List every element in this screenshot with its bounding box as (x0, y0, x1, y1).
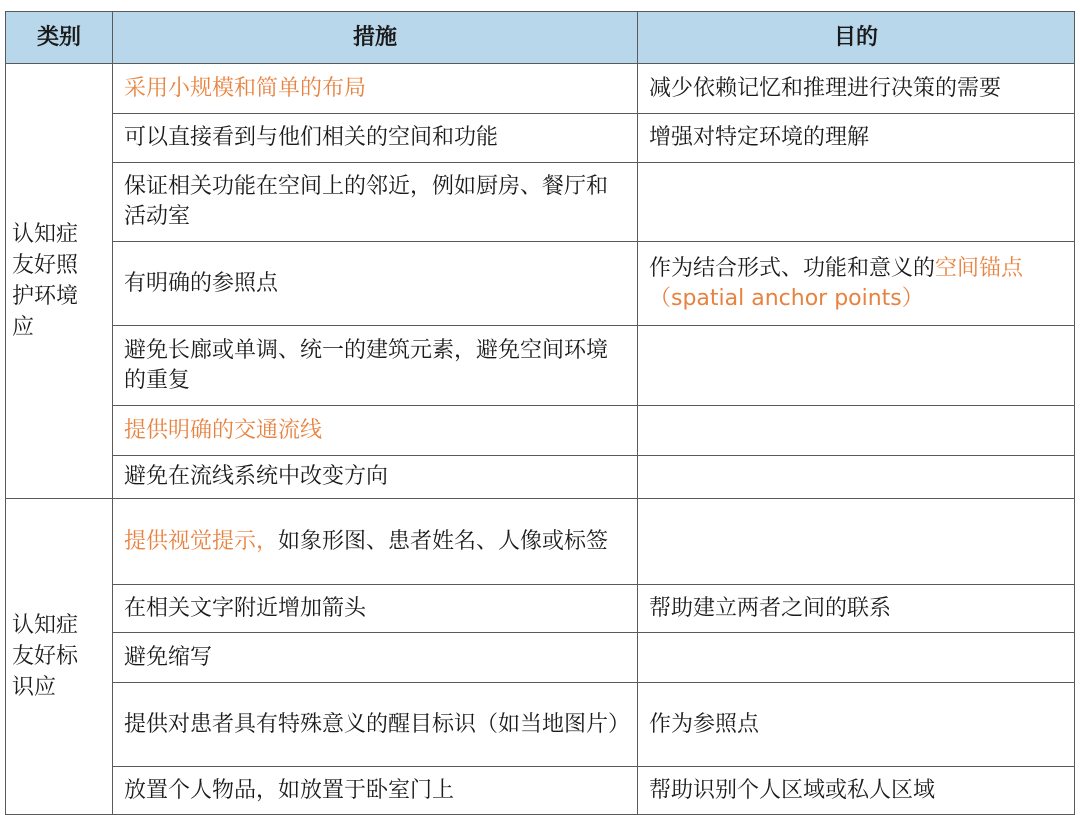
measure-highlight: 采用小规模和简单的布局 (124, 75, 367, 101)
table-row (6, 242, 1075, 326)
measure-text: 放置个人物品，如放置于卧室门上 (124, 777, 455, 803)
purpose-text: 作为参照点 (649, 711, 760, 737)
header-measure: 措施 (113, 12, 638, 64)
measure-text: 提供对患者具有特殊意义的醒目标识（如当地图片） (124, 711, 631, 737)
measure-cell (113, 767, 638, 815)
purpose-highlight: 空间锚点（spatial anchor points） (649, 255, 1024, 311)
measure-cell (113, 64, 638, 114)
measure-cell (113, 242, 638, 326)
table-row (6, 499, 1075, 585)
header-category: 类别 (6, 12, 113, 64)
measure-cell (113, 633, 638, 683)
measure-cell (113, 683, 638, 767)
measure-text: 保证相关功能在空间上的邻近，例如厨房、餐厅和活动室 (124, 174, 609, 229)
table-row (6, 585, 1075, 633)
measure-highlight: 提供视觉提示， (124, 528, 279, 554)
purpose-cell (638, 64, 1075, 114)
category-label: 认知症友好照护环境应 (12, 222, 79, 340)
purpose-cell (638, 326, 1075, 406)
purpose-text: 帮助识别个人区域或私人区域 (649, 777, 936, 803)
purpose-cell (638, 767, 1075, 815)
purpose-text: 作为结合形式、功能和意义的 (649, 255, 936, 281)
purpose-cell (638, 456, 1075, 499)
table-row (6, 456, 1075, 499)
measure-cell (113, 499, 638, 585)
measure-highlight: 提供明确的交通流线 (124, 417, 323, 443)
table-row (6, 683, 1075, 767)
category-label: 认知症友好标识应 (12, 613, 79, 700)
category-cell (6, 499, 113, 815)
purpose-cell (638, 633, 1075, 683)
purpose-text: 减少依赖记忆和推理进行决策的需要 (649, 75, 1002, 101)
measure-text: 避免长廊或单调、统一的建筑元素，避免空间环境的重复 (124, 337, 609, 393)
purpose-cell (638, 163, 1075, 242)
table-row (6, 633, 1075, 683)
purpose-cell (638, 683, 1075, 767)
purpose-cell (638, 406, 1075, 456)
measure-text: 在相关文字附近增加箭头 (124, 595, 367, 621)
measure-cell (113, 114, 638, 163)
table-row (6, 163, 1075, 242)
category-cell (6, 64, 113, 499)
measure-cell (113, 585, 638, 633)
purpose-text: 帮助建立两者之间的联系 (649, 595, 892, 621)
measure-text: 避免缩写 (124, 644, 213, 670)
purpose-cell (638, 585, 1075, 633)
table-row (6, 767, 1075, 815)
purpose-cell (638, 242, 1075, 326)
measure-cell (113, 163, 638, 242)
measure-text: 如象形图、患者姓名、人像或标签 (278, 528, 609, 554)
measure-cell (113, 326, 638, 406)
table-row (6, 64, 1075, 114)
measure-text: 避免在流线系统中改变方向 (124, 464, 389, 489)
measure-text: 可以直接看到与他们相关的空间和功能 (124, 125, 499, 150)
header-row (6, 12, 1075, 64)
measure-text: 有明确的参照点 (124, 270, 279, 296)
measure-cell (113, 406, 638, 456)
header-purpose: 目的 (638, 12, 1075, 64)
purpose-cell (638, 499, 1075, 585)
table-row (6, 114, 1075, 163)
table-row (6, 406, 1075, 456)
purpose-cell (638, 114, 1075, 163)
purpose-text: 增强对特定环境的理解 (649, 125, 870, 150)
measures-table (5, 11, 1075, 815)
measure-cell (113, 456, 638, 499)
table-row (6, 326, 1075, 406)
